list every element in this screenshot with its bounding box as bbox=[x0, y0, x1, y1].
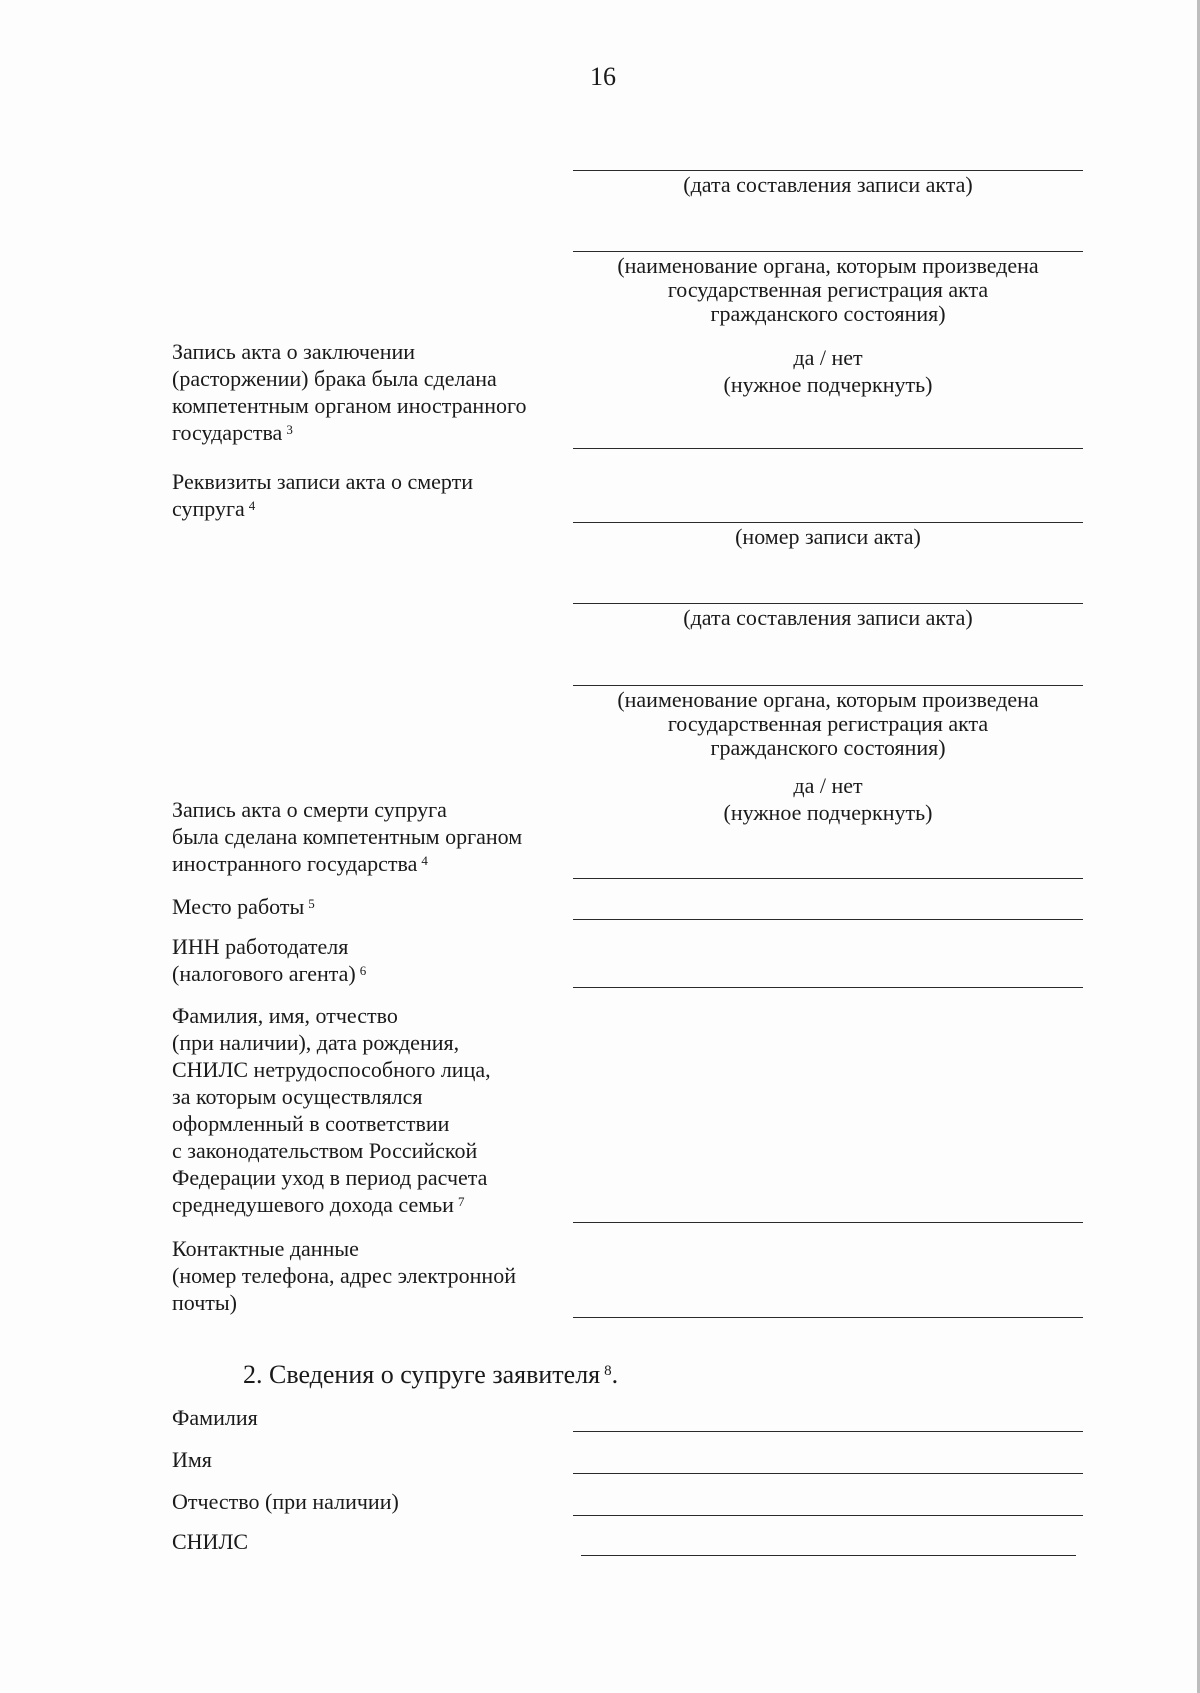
date-line[interactable] bbox=[573, 170, 1083, 171]
organ-caption bbox=[573, 254, 1083, 326]
death-date-caption: (дата составления записи акта) bbox=[683, 605, 973, 630]
care-person-line[interactable] bbox=[573, 1222, 1083, 1223]
contacts-line[interactable] bbox=[573, 1317, 1083, 1318]
employer-inn-label bbox=[172, 933, 366, 987]
label-line: Реквизиты записи акта о смерти bbox=[172, 469, 474, 494]
footnote-ref: 3 bbox=[286, 422, 293, 437]
foreign-death-line[interactable] bbox=[573, 878, 1083, 879]
workplace-label bbox=[172, 893, 315, 920]
spouse-snils-field[interactable] bbox=[581, 1555, 1076, 1556]
answer-hint: (нужное подчеркнуть) bbox=[723, 372, 933, 397]
foreign-marriage-label bbox=[172, 338, 526, 446]
foreign-marriage-answer[interactable] bbox=[573, 344, 1083, 398]
answer-hint: (нужное подчеркнуть) bbox=[723, 800, 933, 825]
label-line: компетентным органом иностранного bbox=[172, 393, 527, 418]
organ-line[interactable] bbox=[573, 251, 1083, 252]
footnote-ref: 7 bbox=[457, 1194, 465, 1209]
spouse-name-field[interactable] bbox=[573, 1473, 1083, 1474]
section-title-text: 2. Сведения о супруге заявителя bbox=[243, 1360, 601, 1389]
spouse-patronymic-field[interactable] bbox=[573, 1515, 1083, 1516]
organ-caption-line: государственная регистрация акта bbox=[667, 277, 989, 302]
contacts-label bbox=[172, 1235, 516, 1316]
yes-no-choice[interactable]: да / нет bbox=[793, 773, 863, 798]
foreign-death-label bbox=[172, 796, 522, 877]
date-caption: (дата составления записи акта) bbox=[683, 172, 973, 197]
spouse-snils-label: СНИЛС bbox=[172, 1529, 249, 1554]
label-line: почты) bbox=[172, 1290, 237, 1315]
footnote-ref: 5 bbox=[308, 896, 315, 911]
spouse-name-label: Имя bbox=[172, 1447, 212, 1472]
death-date-line[interactable] bbox=[573, 603, 1083, 604]
footnote-ref: 6 bbox=[359, 963, 367, 978]
label-line: Фамилия, имя, отчество bbox=[172, 1003, 398, 1028]
organ-caption-line: гражданского состояния) bbox=[710, 301, 946, 326]
label-line: (при наличии), дата рождения, bbox=[172, 1030, 460, 1055]
spouse-surname-field[interactable] bbox=[573, 1431, 1083, 1432]
footnote-ref: 4 bbox=[421, 853, 428, 868]
label-line: за которым осуществлялся bbox=[172, 1084, 423, 1109]
label-line: (расторжении) брака была сделана bbox=[172, 366, 497, 391]
foreign-death-answer[interactable] bbox=[573, 772, 1083, 826]
death-number-line[interactable] bbox=[573, 522, 1083, 523]
title-period: . bbox=[611, 1360, 619, 1389]
label-line: Запись акта о заключении bbox=[172, 339, 416, 364]
label-line: ИНН работодателя bbox=[172, 934, 349, 959]
yes-no-choice[interactable]: да / нет bbox=[793, 345, 863, 370]
label-line: (налогового агента) bbox=[172, 961, 356, 986]
label-line: (номер телефона, адрес электронной bbox=[172, 1263, 516, 1288]
death-record-label bbox=[172, 468, 473, 522]
death-number-caption: (номер записи акта) bbox=[735, 524, 921, 549]
label-line: иностранного государства bbox=[172, 851, 418, 876]
label-line: была сделана компетентным органом bbox=[172, 824, 523, 849]
label-line: Место работы bbox=[172, 894, 305, 919]
label-line: оформленный в соответствии bbox=[172, 1111, 450, 1136]
foreign-marriage-line[interactable] bbox=[573, 448, 1083, 449]
label-line: с законодательством Российской bbox=[172, 1138, 478, 1163]
label-line: супруга bbox=[172, 496, 245, 521]
death-organ-caption bbox=[573, 688, 1083, 760]
organ-caption-line: (наименование органа, которым произведена bbox=[617, 687, 1039, 712]
label-line: Контактные данные bbox=[172, 1236, 359, 1261]
page-number: 16 bbox=[590, 62, 616, 91]
organ-caption-line: (наименование органа, которым произведена bbox=[617, 253, 1039, 278]
organ-caption-line: государственная регистрация акта bbox=[667, 711, 989, 736]
footnote-ref: 8 bbox=[604, 1363, 612, 1379]
label-line: государства bbox=[172, 420, 283, 445]
spouse-surname-label: Фамилия bbox=[172, 1405, 258, 1430]
label-line: СНИЛС нетрудоспособного лица, bbox=[172, 1057, 491, 1082]
employer-inn-line[interactable] bbox=[573, 987, 1083, 988]
footnote-ref: 4 bbox=[248, 498, 256, 513]
workplace-line[interactable] bbox=[573, 919, 1083, 920]
label-line: среднедушевого дохода семьи bbox=[172, 1192, 454, 1217]
spouse-patronymic-label: Отчество (при наличии) bbox=[172, 1489, 399, 1514]
care-person-label bbox=[172, 1002, 491, 1218]
section-2-title bbox=[243, 1360, 618, 1390]
label-line: Запись акта о смерти супруга bbox=[172, 797, 447, 822]
death-organ-line[interactable] bbox=[573, 685, 1083, 686]
label-line: Федерации уход в период расчета bbox=[172, 1165, 488, 1190]
organ-caption-line: гражданского состояния) bbox=[710, 735, 946, 760]
